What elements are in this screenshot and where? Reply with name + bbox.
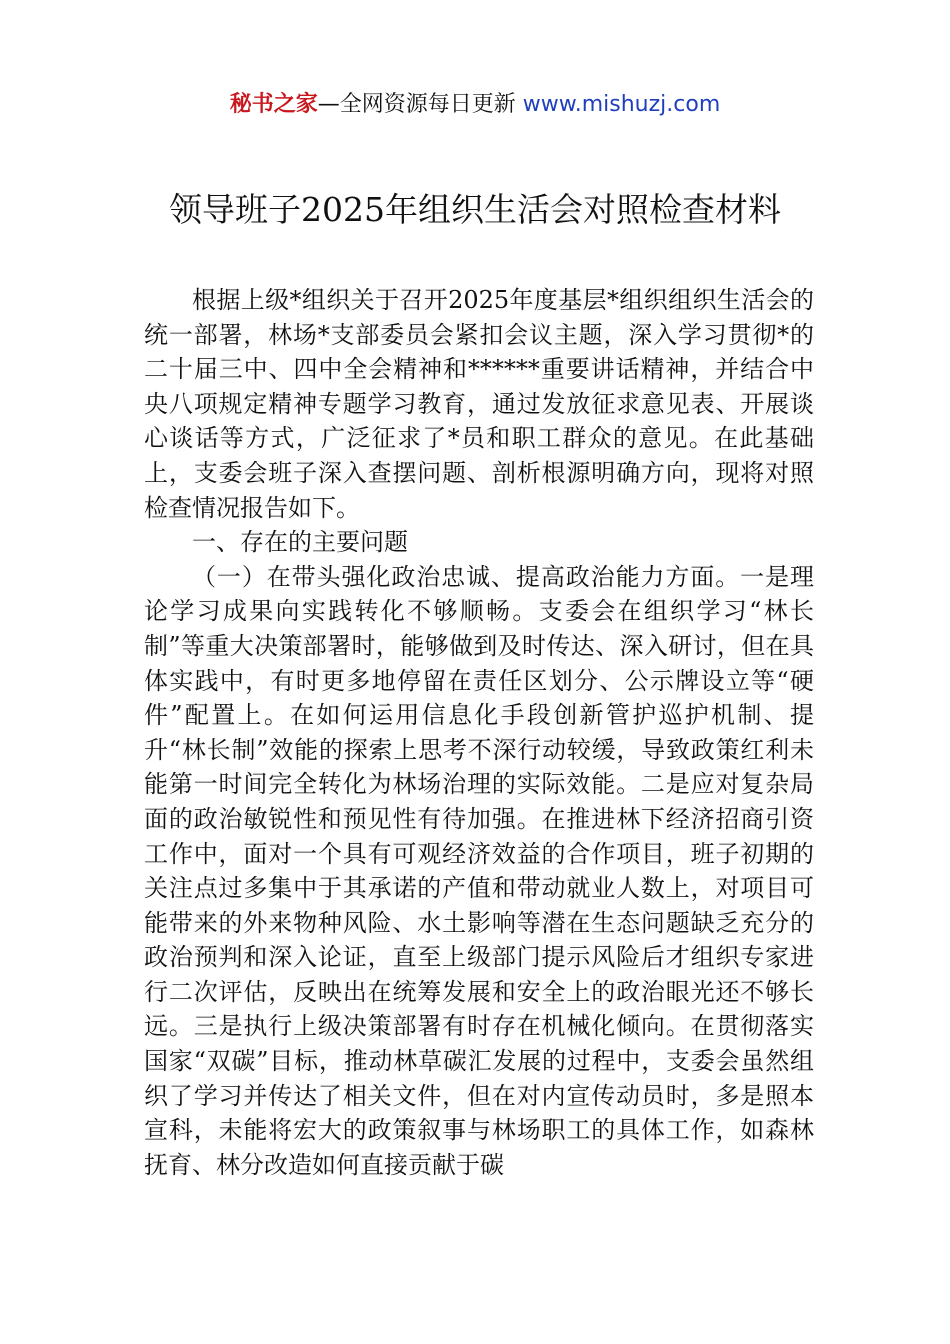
problem-paragraph: （一）在带头强化政治忠诚、提高政治能力方面。一是理论学习成果向实践转化不够顺畅。支委会在组织学习“林长制”等重大决策部署时，能够做到及时传达、深入研讨，但在具体实践中，有时更多地停留在责任区划分、公示牌设立等“硬件”配置上。在如何运用信息化手段创新管护巡护机制、提升“林长制”效能的探索上思考不深行动较缓，导致政策红利未能第一时间完全转化为林场治理的实际效能。二是应对复杂局面的政治敏锐性和预见性有待加强。在推进林下经济招商引资工作中，面对一个具有可观经济效益的合作项目，班子初期的关注点过多集中于其承诺的产值和带动就业人数上，对项目可能带来的外来物种风险、水土影响等潜在生态问题缺乏充分的政治预判和深入论证，直至上级部门提示风险后才组织专家进行二次评估，反映出在统筹发展和安全上的政治眼光还不够长远。三是执行上级决策部署有时存在机械化倾向。在贯彻落实国家“双碳”目标，推动林草碳汇发展的过程中，支委会虽然组织了学习并传达了相关文件，但在对内宣传动员时，多是照本宣科，未能将宏大的政策叙事与林场职工的具体工作，如森林抚育、林分改造如何直接贡献于碳	[144, 562, 814, 1179]
document-body	[144, 283, 814, 1182]
site-header	[0, 88, 950, 122]
intro-paragraph: 根据上级*组织关于召开2025年度基层*组织组织生活会的统一部署，林场*支部委员会紧扣会议主题，深入学习贯彻*的二十届三中、四中全会精神和******重要讲话精神，并结合中央八项规定精神专题学习教育，通过发放征求意见表、开展谈心谈话等方式，广泛征求了*员和职工群众的意见。在此基础上，支委会班子深入查摆问题、剖析根源明确方向，现将对照检查情况报告如下。	[144, 286, 814, 522]
site-tagline: —全网资源每日更新	[317, 92, 523, 117]
section-heading: 一、存在的主要问题	[192, 528, 408, 557]
site-brand: 秘书之家	[229, 92, 318, 117]
document-title: 领导班子2025年组织生活会对照检查材料	[169, 190, 781, 229]
site-url-link[interactable]: www.mishuzj.com	[522, 92, 721, 117]
